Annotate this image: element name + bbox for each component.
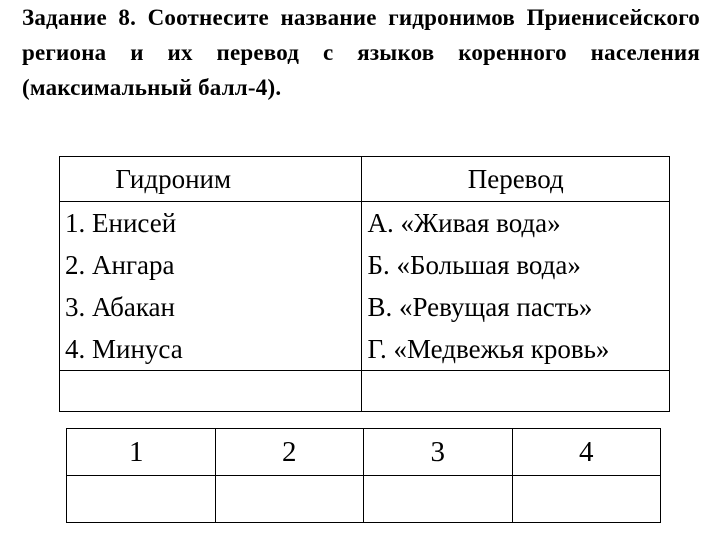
empty-cell xyxy=(60,371,362,412)
answer-number-cell: 1 xyxy=(67,429,216,476)
answer-input-cell[interactable] xyxy=(364,476,513,523)
answer-number-row xyxy=(67,429,661,476)
matching-table xyxy=(59,156,670,412)
hydronym-list-cell xyxy=(60,202,362,371)
translation-list-cell xyxy=(362,202,670,371)
hydronym-header: Гидроним xyxy=(60,157,362,202)
matching-table-body-row xyxy=(60,202,670,371)
translation-item: В. «Ревущая пасть» xyxy=(367,292,593,322)
translation-item: Б. «Большая вода» xyxy=(367,250,581,280)
answer-number-cell: 4 xyxy=(512,429,661,476)
answer-input-cell[interactable] xyxy=(512,476,661,523)
hydronym-item: 4. Минуса xyxy=(65,334,183,364)
hydronym-item: 2. Ангара xyxy=(65,250,175,280)
answer-input-row xyxy=(67,476,661,523)
answer-table xyxy=(66,428,661,523)
answer-number-cell: 2 xyxy=(215,429,364,476)
matching-table-empty-row xyxy=(60,371,670,412)
answer-input-cell[interactable] xyxy=(67,476,216,523)
translation-item: Г. «Медвежья кровь» xyxy=(367,334,610,364)
empty-cell xyxy=(362,371,670,412)
answer-number-cell: 3 xyxy=(364,429,513,476)
answer-input-cell[interactable] xyxy=(215,476,364,523)
translation-item: А. «Живая вода» xyxy=(367,208,561,238)
translation-header: Перевод xyxy=(362,157,670,202)
matching-table-header-row xyxy=(60,157,670,202)
task-heading: Задание 8. Соотнесите название гидронимов Приенисейского региона и их перевод с языков коренного населения (максимальный балл-4). xyxy=(22,5,700,100)
hydronym-item: 3. Абакан xyxy=(65,292,175,322)
hydronym-item: 1. Енисей xyxy=(65,208,177,238)
